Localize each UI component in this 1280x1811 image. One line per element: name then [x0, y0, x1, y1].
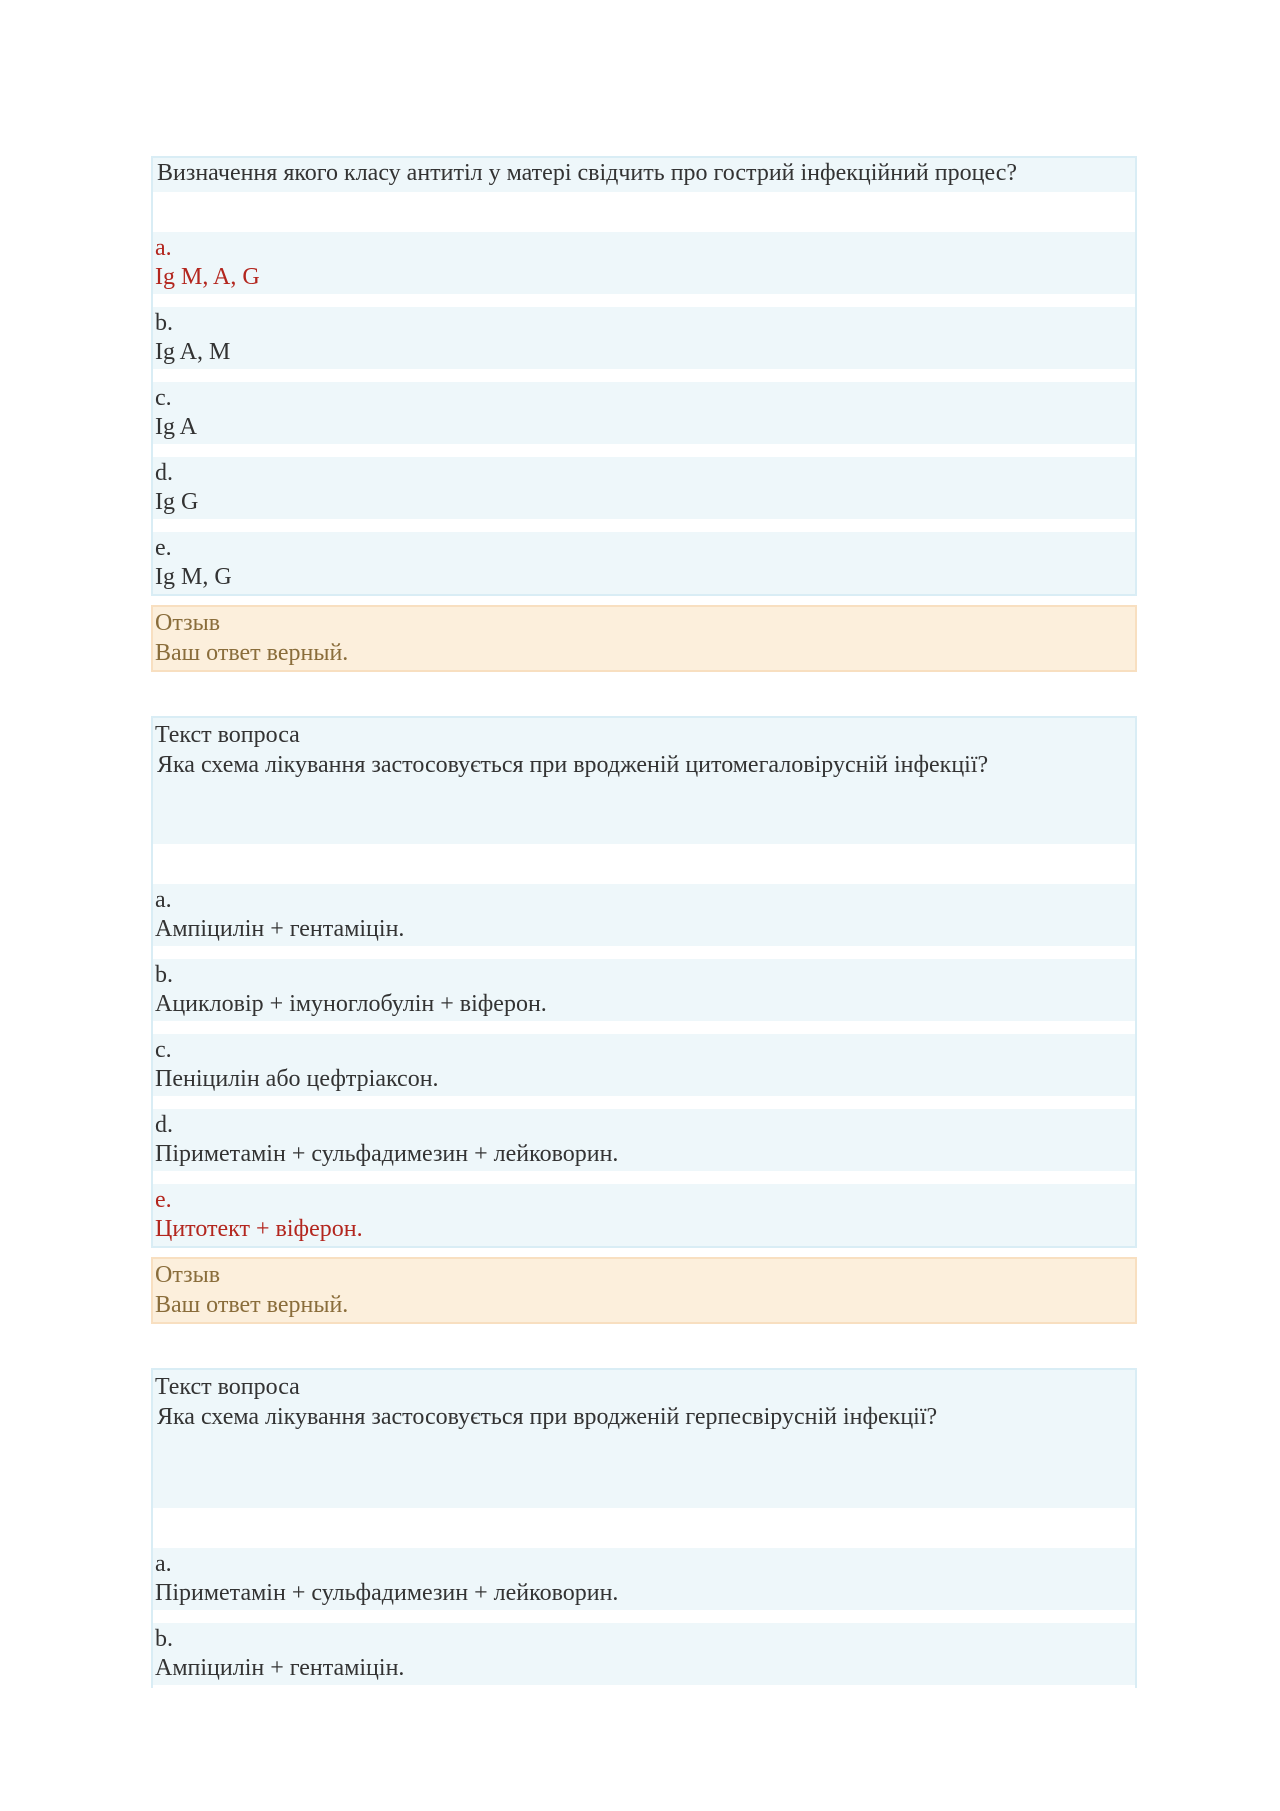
feedback-title: Отзыв: [155, 610, 221, 636]
answer-text: Ампіцилін + гентаміцін.: [155, 916, 405, 942]
question-2: [151, 716, 1137, 1248]
answer-letter: a.: [155, 1551, 172, 1577]
question-label: Текст вопроса: [155, 1374, 300, 1400]
answer-letter: d.: [155, 1112, 173, 1138]
answer-text: Ампіцилін + гентаміцін.: [155, 1655, 405, 1681]
answer-option[interactable]: [153, 382, 1135, 444]
answer-text: Піриметамін + сульфадимезин + лейковорин.: [155, 1580, 619, 1606]
answer-option[interactable]: [153, 457, 1135, 519]
question-3-gap: [153, 1508, 1135, 1548]
feedback-text: Ваш ответ верный.: [155, 1292, 349, 1318]
answer-option[interactable]: [153, 1623, 1135, 1685]
question-spacer: [151, 1324, 1137, 1368]
answer-letter: b.: [155, 1626, 173, 1652]
question-2-gap: [153, 844, 1135, 884]
answer-letter: b.: [155, 962, 173, 988]
answer-letter: a.: [155, 887, 172, 913]
answer-text: Ig G: [155, 489, 199, 515]
question-2-text: Яка схема лікування застосовується при вродженій цитомегаловірусній інфекції?: [157, 752, 989, 778]
answer-option[interactable]: [153, 959, 1135, 1021]
question-1-gap: [153, 192, 1135, 232]
answer-option[interactable]: [153, 1109, 1135, 1171]
question-1: [151, 156, 1137, 596]
question-3-text-block: [153, 1370, 1135, 1508]
answer-letter: e.: [155, 535, 172, 561]
answer-option[interactable]: [153, 532, 1135, 594]
answer-option[interactable]: [153, 1034, 1135, 1096]
question-label: Текст вопроса: [155, 722, 300, 748]
question-3-answers: [153, 1548, 1135, 1685]
question-3-text: Яка схема лікування застосовується при вродженій герпесвірусній інфекції?: [157, 1404, 938, 1430]
question-1-answers: [153, 232, 1135, 594]
question-1-feedback: [151, 605, 1137, 672]
question-2-feedback: [151, 1257, 1137, 1324]
quiz-review-page: [151, 156, 1137, 1688]
question-2-answers: [153, 884, 1135, 1246]
answer-option-correct[interactable]: [153, 1184, 1135, 1246]
answer-text: Ig A, M: [155, 339, 231, 365]
question-3: [151, 1368, 1137, 1688]
feedback-title: Отзыв: [155, 1262, 221, 1288]
answer-text: Піриметамін + сульфадимезин + лейковорин.: [155, 1141, 619, 1167]
feedback-text: Ваш ответ верный.: [155, 640, 349, 666]
answer-option[interactable]: [153, 307, 1135, 369]
answer-text: Пеніцилін або цефтріаксон.: [155, 1066, 439, 1092]
answer-letter: e.: [155, 1187, 172, 1213]
answer-letter: a.: [155, 235, 172, 261]
answer-letter: d.: [155, 460, 173, 486]
answer-text: Цитотект + віферон.: [155, 1216, 363, 1242]
answer-option[interactable]: [153, 884, 1135, 946]
answer-text: Ig M, A, G: [155, 264, 260, 290]
answer-letter: c.: [155, 385, 172, 411]
question-1-text-block: [153, 158, 1135, 192]
answer-option[interactable]: [153, 1548, 1135, 1610]
answer-letter: b.: [155, 310, 173, 336]
answer-text: Ig M, G: [155, 564, 232, 590]
answer-option-correct[interactable]: [153, 232, 1135, 294]
answer-letter: c.: [155, 1037, 172, 1063]
question-1-text: Визначення якого класу антитіл у матері свідчить про гострий інфекційний процес?: [157, 160, 1018, 186]
question-spacer: [151, 672, 1137, 716]
answer-text: Ацикловір + імуноглобулін + віферон.: [155, 991, 547, 1017]
answer-text: Ig A: [155, 414, 197, 440]
question-2-text-block: [153, 718, 1135, 844]
